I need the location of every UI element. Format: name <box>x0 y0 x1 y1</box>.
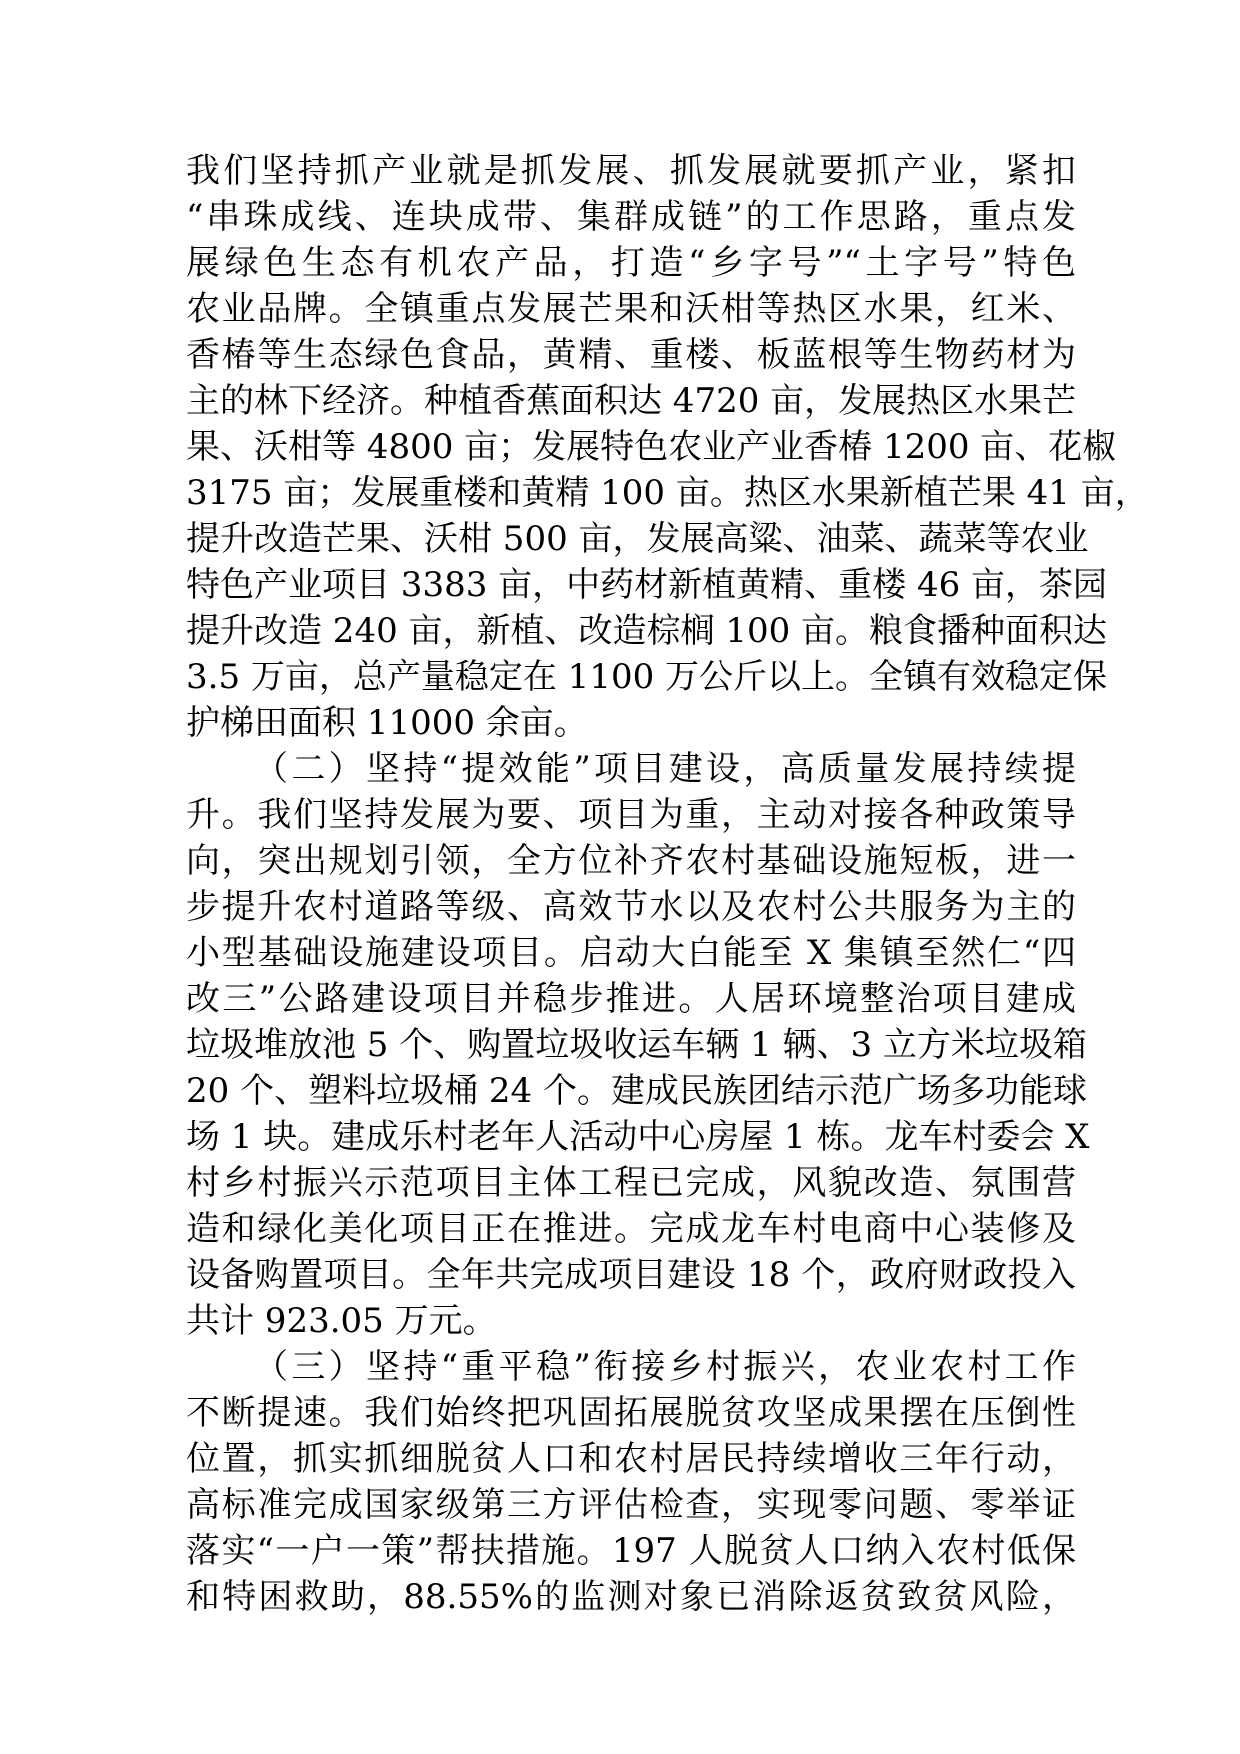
text-line: 垃圾堆放池 5 个、购置垃圾收运车辆 1 辆、3 立方米垃圾箱 <box>186 1025 1087 1065</box>
text-line: 特色产业项目 3383 亩，中药材新植黄精、重楼 46 亩，茶园 <box>186 565 1108 605</box>
text-line: 升。我们坚持发展为要、项目为重，主动对接各种政策导 <box>186 795 1076 835</box>
text-line: 场 1 块。建成乐村老年人活动中心房屋 1 栋。龙车村委会 X <box>186 1117 1090 1157</box>
text-line: 20 个、塑料垃圾桶 24 个。建成民族团结示范广场多功能球 <box>186 1071 1087 1111</box>
text-line: “串珠成线、连块成带、集群成链”的工作思路，重点发 <box>186 197 1076 237</box>
text-line: 不断提速。我们始终把巩固拓展脱贫攻坚成果摆在压倒性 <box>186 1393 1076 1433</box>
text-line: 香椿等生态绿色食品，黄精、重楼、板蓝根等生物药材为 <box>186 335 1076 375</box>
text-line: 主的林下经济。种植香蕉面积达 4720 亩，发展热区水果芒 <box>186 381 1077 421</box>
text-line: 位置，抓实抓细脱贫人口和农村居民持续增收三年行动， <box>186 1439 1076 1479</box>
text-line: 农业品牌。全镇重点发展芒果和沃柑等热区水果，红米、 <box>186 289 1076 329</box>
text-line: 高标准完成国家级第三方评估检查，实现零问题、零举证 <box>186 1485 1076 1525</box>
text-line: 共计 923.05 万元。 <box>186 1301 497 1341</box>
text-line: 改三”公路建设项目并稳步推进。人居环境整治项目建成 <box>186 979 1076 1019</box>
text-line: 和特困救助，88.55%的监测对象已消除返贫致贫风险， <box>186 1577 1076 1617</box>
text-line: 向，突出规划引领，全方位补齐农村基础设施短板，进一 <box>186 841 1076 881</box>
text-line: 设备购置项目。全年共完成项目建设 18 个，政府财政投入 <box>186 1255 1076 1295</box>
text-line: 我们坚持抓产业就是抓发展、抓发展就要抓产业，紧扣 <box>186 151 1076 191</box>
text-line: 护梯田面积 11000 余亩。 <box>186 703 588 743</box>
text-line: 小型基础设施建设项目。启动大白能至 X 集镇至然仁“四 <box>186 933 1076 973</box>
text-line: 3.5 万亩，总产量稳定在 1100 万公斤以上。全镇有效稳定保 <box>186 657 1108 697</box>
text-line: 提升改造 240 亩，新植、改造棕榈 100 亩。粮食播种面积达 <box>186 611 1108 651</box>
text-line: 展绿色生态有机农产品，打造“乡字号”“土字号”特色 <box>186 243 1076 283</box>
body-text <box>186 148 1149 1620</box>
text-line: 村乡村振兴示范项目主体工程已完成，风貌改造、氛围营 <box>186 1163 1076 1203</box>
text-line: 步提升农村道路等级、高效节水以及农村公共服务为主的 <box>186 887 1076 927</box>
text-line: 果、沃柑等 4800 亩；发展特色农业产业香椿 1200 亩、花椒 <box>186 427 1117 467</box>
text-line: 3175 亩；发展重楼和黄精 100 亩。热区水果新植芒果 41 亩， <box>186 473 1149 513</box>
text-line: 提升改造芒果、沃柑 500 亩，发展高粱、油菜、蔬菜等农业 <box>186 519 1089 559</box>
text-line: （三）坚持“重平稳”衔接乡村振兴，农业农村工作 <box>254 1347 1076 1387</box>
text-line: （二）坚持“提效能”项目建设，高质量发展持续提 <box>254 749 1076 789</box>
text-line: 造和绿化美化项目正在推进。完成龙车村电商中心装修及 <box>186 1209 1076 1249</box>
text-line: 落实“一户一策”帮扶措施。197 人脱贫人口纳入农村低保 <box>186 1531 1076 1571</box>
